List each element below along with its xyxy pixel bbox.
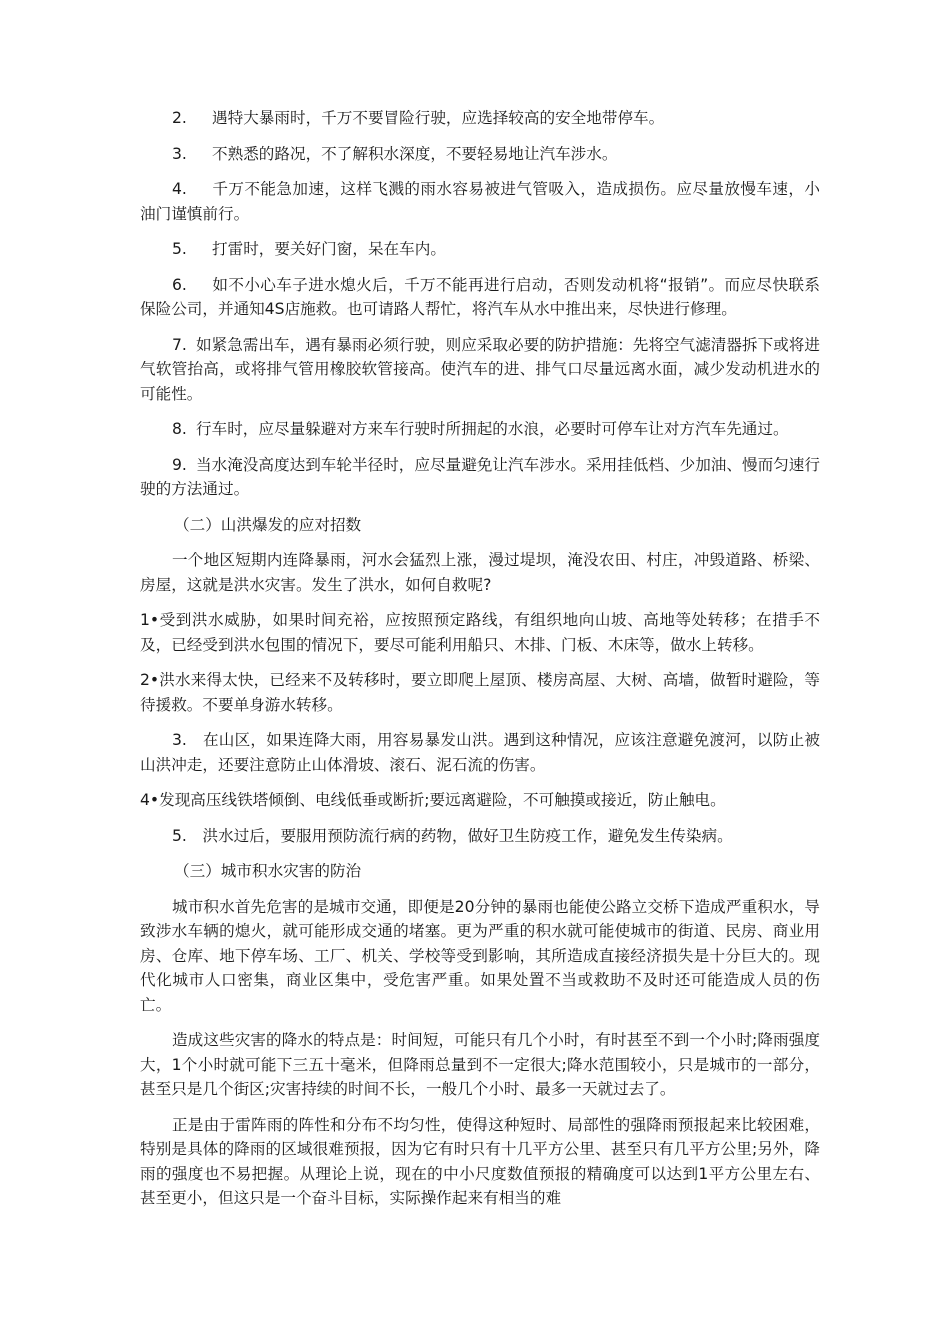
item-text: 遇特大暴雨时，千万不要冒险行驶，应选择较高的安全地带停车。 xyxy=(212,109,665,127)
body-paragraph: 城市积水首先危害的是城市交通，即便是20分钟的暴雨也能使公路立交桥下造成严重积水，导致涉水车辆的熄火，就可能形成交通的堵塞。更为严重的积水就可能使城市的街道、民房、商业用房、仓库、地下停车场、工厂、机关、学校等受到影响，其所造成直接经济损失是十分巨大的。现代化城市人口密集，商业区集中，受危害严重。如果处置不当或救助不及时还可能造成人员的伤亡。 xyxy=(140,897,820,1014)
item-number: 5. xyxy=(172,240,187,258)
list-item xyxy=(140,417,820,442)
item-text: 行车时，应尽量躲避对方来车行驶时所拥起的水浪，必要时可停车让对方汽车先通过。 xyxy=(196,420,789,438)
list-item xyxy=(140,273,820,322)
list-item: 3. 在山区，如果连降大雨，用容易暴发山洪。遇到这种情况，应该注意避免渡河，以防止被山洪冲走，还要注意防止山体滑坡、滚石、泥石流的伤害。 xyxy=(140,731,820,774)
item-text: 当水淹没高度达到车轮半径时，应尽量避免让汽车涉水。采用挂低档、少加油、慢而匀速行驶的方法通过。 xyxy=(140,455,820,498)
list-item xyxy=(140,106,820,131)
body-paragraph: 造成这些灾害的降水的特点是：时间短，可能只有几个小时，有时甚至不到一个小时;降雨强度大，1个小时就可能下三五十毫米，但降雨总量到不一定很大;降水范围较小，只是城市的一部分，甚至只是几个街区;灾害持续的时间不长，一般几个小时、最多一天就过去了。 xyxy=(140,1031,820,1098)
item-number: 7. xyxy=(172,335,187,354)
section-intro: 一个地区短期内连降暴雨，河水会猛烈上涨，漫过堤坝，淹没农田、村庄，冲毁道路、桥梁、房屋，这就是洪水灾害。发生了洪水，如何自救呢? xyxy=(140,551,820,594)
item-number: 9. xyxy=(172,455,187,474)
item-text: 千万不能急加速，这样飞溅的雨水容易被进气管吸入，造成损伤。应尽量放慢车速，小油门谨慎前行。 xyxy=(140,180,820,223)
item-number: 8. xyxy=(172,420,187,438)
body-paragraph: 正是由于雷阵雨的阵性和分布不均匀性，使得这种短时、局部性的强降雨预报起来比较困难，特别是具体的降雨的区域很难预报，因为它有时只有十几平方公里、甚至只有几平方公里;另外，降雨的强度也不易把握。从理论上说，现在的中小尺度数值预报的精确度可以达到1平方公里左右、甚至更小，但这只是一个奋斗目标，实际操作起来有相当的难 xyxy=(140,1115,820,1207)
item-text: 如紧急需出车，遇有暴雨必须行驶，则应采取必要的防护措施：先将空气滤清器拆下或将进气软管抬高，或将排气管用橡胶软管接高。使汽车的进、排气口尽量远离水面，减少发动机进水的可能性。 xyxy=(140,335,820,403)
item-number: 3. xyxy=(172,144,187,163)
section-heading: （二）山洪爆发的应对招数 xyxy=(174,515,362,534)
list-item xyxy=(140,333,820,407)
item-text: 不熟悉的路况，不了解积水深度，不要轻易地让汽车涉水。 xyxy=(212,144,618,163)
list-item xyxy=(140,453,820,502)
item-text: 如不小心车子进水熄火后，千万不能再进行启动，否则发动机将“报销”。而应尽快联系保险公司，并通知4S店施救。也可请路人帮忙，将汽车从水中推出来，尽快进行修理。 xyxy=(140,275,820,318)
document-body xyxy=(140,106,820,1222)
list-item xyxy=(140,177,820,226)
list-item: 5. 洪水过后，要服用预防流行病的药物，做好卫生防疫工作，避免发生传染病。 xyxy=(172,826,733,845)
list-item xyxy=(140,237,820,262)
list-item: 1•受到洪水威胁，如果时间充裕，应按照预定路线，有组织地向山坡、高地等处转移；在措手不及，已经受到洪水包围的情况下，要尽可能利用船只、木排、门板、木床等，做水上转移。 xyxy=(140,611,820,654)
section-heading: （三）城市积水灾害的防治 xyxy=(174,862,362,880)
item-number: 6. xyxy=(172,275,187,294)
item-number: 4. xyxy=(172,180,187,198)
list-item xyxy=(140,142,820,167)
item-text: 打雷时，要关好门窗，呆在车内。 xyxy=(212,240,446,258)
item-number: 2. xyxy=(172,109,187,127)
list-item: 2•洪水来得太快，已经来不及转移时，要立即爬上屋顶、楼房高屋、大树、高墙，做暂时避险，等待援救。不要单身游水转移。 xyxy=(140,671,820,714)
list-item: 4•发现高压线铁塔倾倒、电线低垂或断折;要远离避险，不可触摸或接近，防止触电。 xyxy=(140,791,726,809)
